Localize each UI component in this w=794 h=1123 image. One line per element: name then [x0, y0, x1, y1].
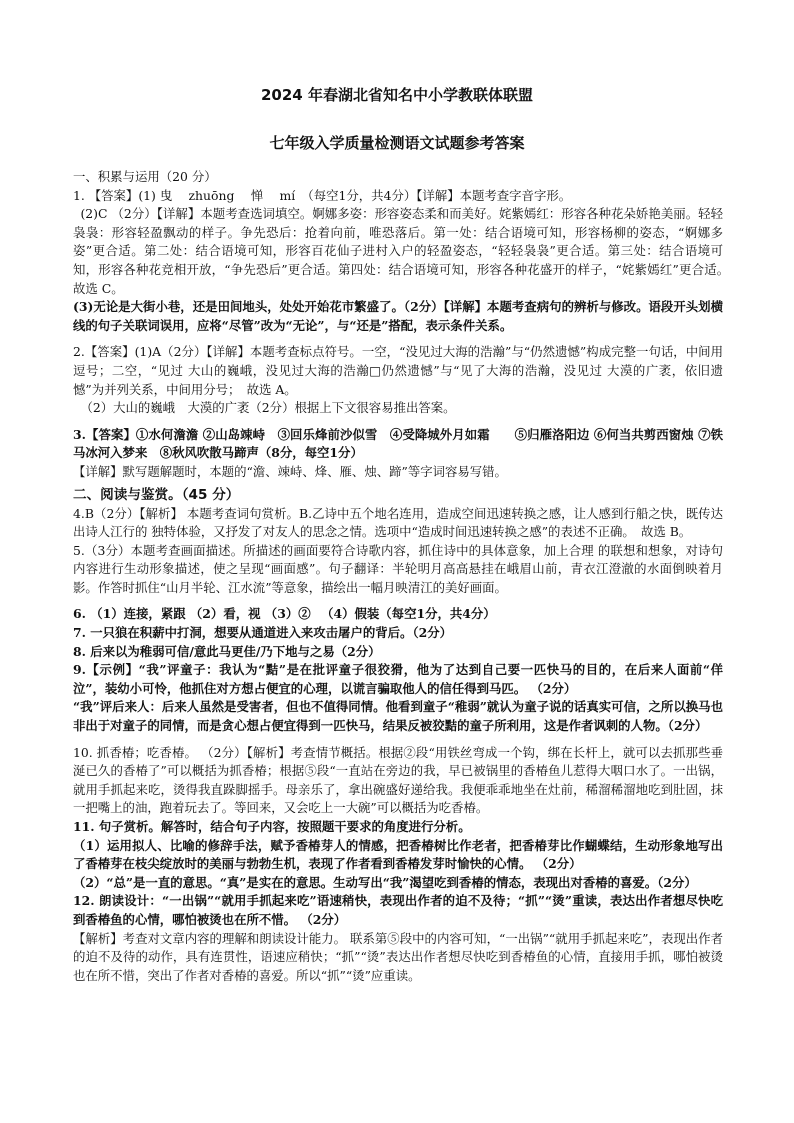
answer-body	[73, 168, 736, 985]
answer-q7: 7. 一只狼在积薪中打洞，想要从通道进入来攻击屠户的背后。（2分）	[73, 625, 452, 641]
answer-q1-2: (2)C （2分）【详解】本题考查选词填空。婀娜多姿：形容姿态柔和而美好。姹紫嫣红：形容各种花朵娇艳美丽。轻轻袅袅：形容轻盈飘动的样子。争先恐后：抢着向前，唯恐落后。第一处：结合语境可知，形容杨柳的姿态，“婀娜多姿”更合适。第二处：结合语境可知，形容百花仙子进村入户的轻盈姿态，“轻轻袅袅”更合适。第三处：结合语境可知，形容各种花竞相开放，“争先恐后”更合适。第四处：结合语境可知，形容各种花盛开的样子，“姹紫嫣红”更合适。 故选 C。	[73, 206, 736, 296]
answer-q6: 6. （1）连接，紧跟 （2）看，视 （3）② （4）假装（每空1分，共4分）	[73, 606, 496, 622]
answer-q10: 10. 抓香椿；吃香椿。 （2分）【解析】考查情节概括。根据②段“用铁丝弯成一个钩，绑在长杆上，就可以去抓那些垂涎已久的香椿了”可以概括为抓香椿；根据⑤段“一直站在旁边的我，早已被锅里的香椿鱼儿惹得大咽口水了。一出锅，就用手抓起来吃，烫得我直跺脚摇手。母亲乐了，拿出碗盛好递给我。我便乖乖地坐在灶前，稀溜稀溜地吃到肚固，抹一把嘴上的油，跑着玩去了。等回来，又会吃上一大碗”可以概括为吃香椿。	[73, 744, 723, 816]
answer-q11-0: 11. 句子赏析。解答时，结合句子内容，按照题干要求的角度进行分析。	[73, 819, 471, 834]
answer-q5: 5.（3分）本题考查画面描述。所描述的画面要符合诗歌内容，抓住诗中的具体意象，加上合理 的联想和想象，对诗句内容进行生动形象描述，使之呈现“画面感”。句子翻译：半轮明月高高悬挂在峨眉山前，青衣江澄澈的水面倒映着月影。作答时抓住“山月半轮、江水流”等意象，描绘出一幅月映清江的美好画面。	[73, 542, 723, 595]
answer-q4: 4.B（2分）【解析】 本题考查词句赏析。B.乙诗中五个地名连用，造成空间迅速转换之感，让人感到行船之快，既传达出诗人江行的 独特体验，又抒发了对友人的思念之情。选项中“造成时间迅速转换之感”的表述不正确。 故选 B。	[73, 505, 723, 540]
answer-q9-2: “我”评后来人：后来人虽然是受害者，但也不值得同情。他看到童子“稚弱”就认为童子说的话真实可信，之所以换马也非出于对童子的同情，而是贪心想占便宜得到一匹快马，结果反被狡黠的童子所利用，这是作者讽刺的人物。（2分）	[73, 699, 723, 734]
section-heading-2: 二、阅读与鉴赏。（45 分）	[73, 486, 240, 503]
answer-q12-2: 【解析】考查对文章内容的理解和朗读设计能力。 联系第⑤段中的内容可知，“一出锅”“就用手抓起来吃”，表现出作者的迫不及待的动作，具有连贯性，语速应稍快；“抓”“烫”表达出作者想尽快吃到香椿鱼的心情，直接用手抓，哪怕被烫也在所不惜，突出了作者对香椿的喜爱。所以“抓”“烫”应重读。	[73, 930, 723, 983]
section-heading-1: 一、积累与运用（20 分）	[73, 169, 217, 184]
answer-q8: 8. 后来以为稚弱可信/意此马更佳/乃下地与之易（2分）	[73, 643, 381, 659]
answer-q12-1: 12. 朗读设计：“一出锅”“就用手抓起来吃”语速稍快，表现出作者的迫不及待；“抓”“烫”重读，表达出作者想尽快吃到香椿鱼的心情，哪怕被烫也在所不惜。 （2分）	[73, 893, 723, 927]
answer-q11-2: （2）“总”是一直的意思。“真”是实在的意思。生动写出“我”渴望吃到香椿的情态，表现出对香椿的喜爱。（2分）	[73, 874, 697, 890]
answer-q2-2: （2）大山的巍峨 大漠的广袤（2分）根据上下文很容易推出答案。	[80, 400, 456, 416]
answer-q2-1: 2.【答案】(1)A（2分）【详解】本题考查标点符号。一空，“没见过大海的浩瀚”与“仍然遗憾”构成完整一句话，中间用逗号；二空，“见过 大山的巍峨，没见过大海的浩瀚□仍然遗憾”与“见了大海的浩瀚，没见过 大漠的广袤，依旧遗憾”为并列关系，中间用分号； 故选 A。	[73, 344, 723, 397]
answer-q9-1: 9.【示例】“我”评童子：我认为“黠”是在批评童子很狡猾，他为了达到自己要一匹快马的目的，在后来人面前“佯泣”，装幼小可怜，他抓住对方想占便宜的心理，以谎言骗取他人的信任得到马匹。 （2分）	[73, 662, 723, 696]
document-subtitle: 七年级入学质量检测语文试题参考答案	[269, 134, 525, 152]
answer-q1-3: (3)无论是大街小巷，还是田间地头，处处开始花市繁盛了。（2分）【详解】本题考查病句的辨析与修改。语段开头划横线的句子关联词误用，应将“尽管”改为“无论”，与“还是”搭配，表示条件关系。	[73, 299, 723, 333]
document-title: 2024 年春湖北省知名中小学教联体联盟	[261, 86, 533, 104]
answer-q3-2: 【详解】默写题解题时，本题的“澹、竦峙、烽、雁、烛、蹄”等字词容易写错。	[73, 463, 507, 479]
answer-q3-1: 3.【答案】①水何澹澹 ②山岛竦峙 ③回乐烽前沙似雪 ④受降城外月如霜 ⑤归雁洛阳边 ⑥何当共剪西窗烛 ⑦铁马冰河入梦来 ⑧秋风吹散马蹄声（8分，每空1分）	[73, 426, 723, 461]
answer-q1-1: 1. 【答案】(1) 曳 zhuōng 惮 mí （每空1分，共4分）【详解】本题考查字音字形。	[73, 187, 572, 203]
answer-q11-1: （1）运用拟人、比喻的修辞手法，赋予香椿芽人的情感，把香椿树比作老者，把香椿芽比作蝴蝶结，生动形象地写出了香椿芽在枝尖绽放时的美丽与勃勃生机，表现了作者看到香椿发芽时愉快的心情。 （2分）	[73, 837, 723, 872]
